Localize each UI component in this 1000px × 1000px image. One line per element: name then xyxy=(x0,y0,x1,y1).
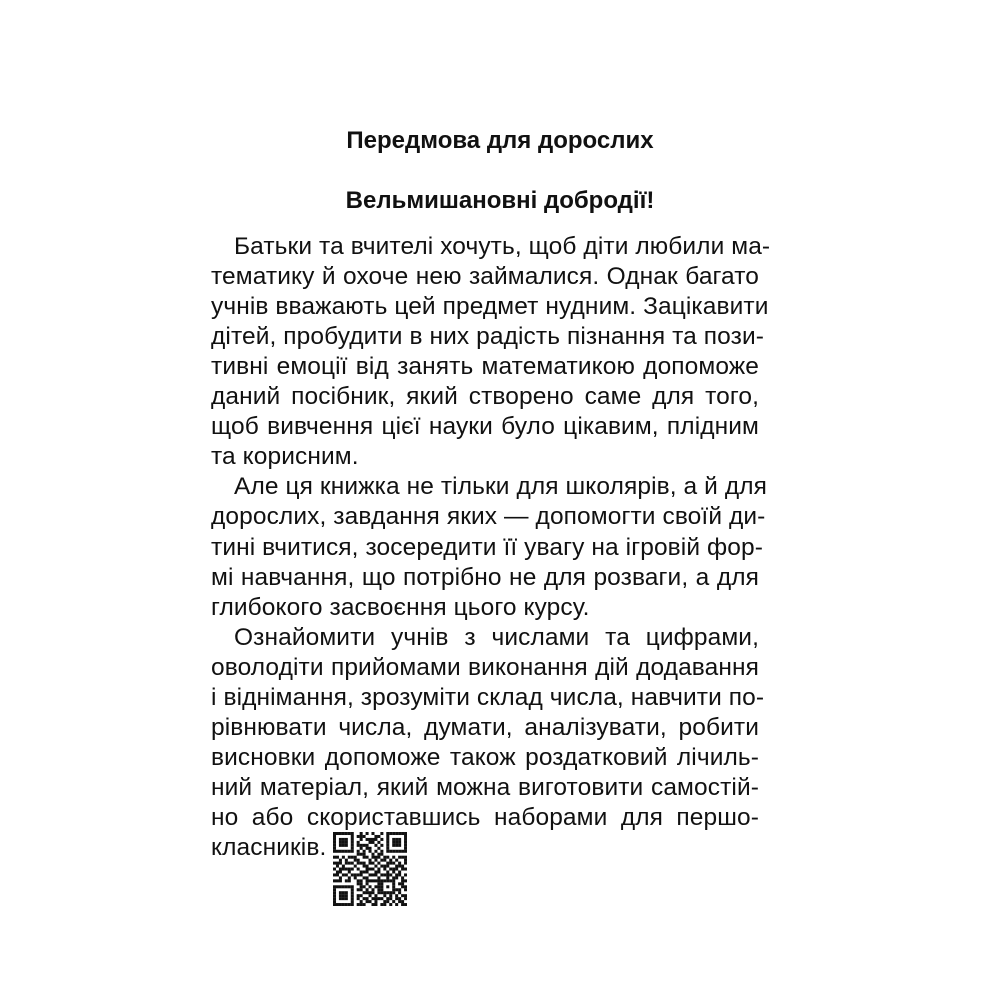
text-line: оволодіти прийомами виконання дій додавання xyxy=(211,654,759,681)
text-line: класників. xyxy=(211,834,327,861)
text-line: Але ця книжка не тільки для школярів, а й для xyxy=(234,473,768,500)
text-line: но або скориставшись наборами для першо- xyxy=(211,804,759,831)
text-line: щоб вивчення цієї науки було цікавим, плідним xyxy=(211,413,759,440)
page-title: Передмова для дорослих xyxy=(346,127,654,154)
text-line: та корисним. xyxy=(211,443,359,470)
text-line: мі навчання, що потрібно не для розваги, а для xyxy=(211,564,759,591)
text-line: рівнювати числа, думати, аналізувати, робити xyxy=(211,714,759,741)
text-line: тивні емоції від занять математикою допоможе xyxy=(211,353,759,380)
text-line: Ознайомити учнів з числами та цифрами, xyxy=(234,624,759,651)
text-line: тині вчитися, зосередити її увагу на ігровій фор- xyxy=(211,534,763,561)
salutation: Вельмишановні добродії! xyxy=(345,187,655,214)
text-line: тематику й охоче нею займалися. Однак багато xyxy=(211,263,759,290)
qr-code-icon xyxy=(333,832,407,906)
text-line: дорослих, завдання яких — допомогти своїй ди- xyxy=(211,503,766,530)
text-line: глибокого засвоєння цього курсу. xyxy=(211,594,590,621)
text-line: і віднімання, зрозуміти склад числа, навчити по- xyxy=(211,684,765,711)
text-line: висновки допоможе також роздатковий лічиль- xyxy=(211,744,759,771)
text-line: учнів вважають цей предмет нудним. Зацікавити xyxy=(211,293,769,320)
text-line: даний посібник, який створено саме для того, xyxy=(211,383,759,410)
text-line: Батьки та вчителі хочуть, щоб діти любили ма- xyxy=(234,233,771,260)
text-line: дітей, пробудити в них радість пізнання та пози- xyxy=(211,323,764,350)
text-line: ний матеріал, який можна виготовити самостій- xyxy=(211,774,759,801)
